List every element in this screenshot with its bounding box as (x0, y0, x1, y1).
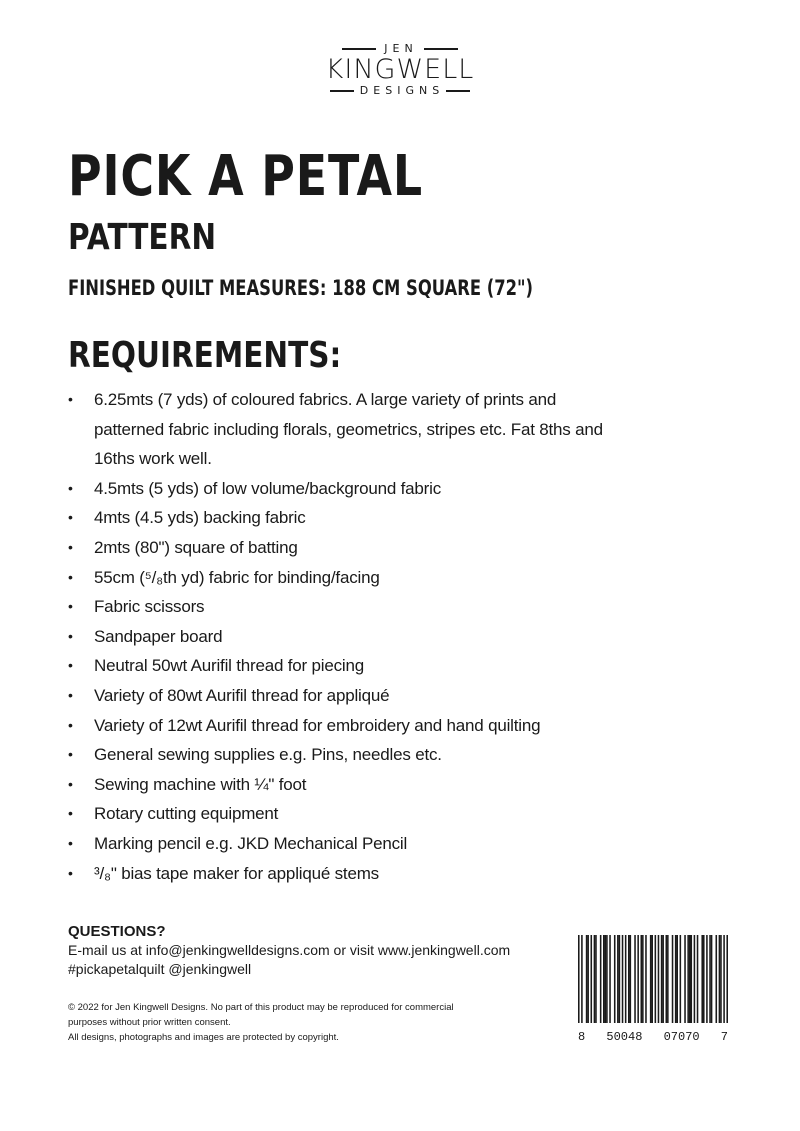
barcode-bar (691, 935, 693, 1023)
barcode (578, 935, 728, 1044)
barcode-bar (609, 935, 611, 1023)
requirement-text: Variety of 80wt Aurifil thread for appliqué (94, 685, 390, 705)
copyright-line: purposes without prior written consent. (68, 1017, 231, 1028)
requirement-text: 2mts (80") square of batting (94, 537, 298, 557)
logo-main-text: KINGWELL (325, 54, 475, 85)
barcode-bar (719, 935, 721, 1023)
barcode-bar (672, 935, 674, 1023)
questions-section (68, 922, 510, 979)
barcode-bar (587, 935, 589, 1023)
requirement-text: Sewing machine with ¼" foot (94, 774, 307, 794)
barcode-digit-group: 50048 (606, 1030, 643, 1044)
barcode-bar (617, 935, 619, 1023)
requirement-item (68, 651, 628, 681)
barcode-bar (655, 935, 657, 1023)
barcode-bar (578, 935, 580, 1023)
logo-rule-left (342, 48, 376, 50)
requirement-item (68, 799, 628, 829)
bullet-icon: • (68, 746, 73, 763)
barcode-bar (586, 935, 588, 1023)
barcode-bar (687, 935, 689, 1023)
barcode-bar (600, 935, 602, 1023)
barcode-bar (603, 935, 605, 1023)
barcode-digit-group: 8 (578, 1030, 586, 1044)
barcode-bar (641, 935, 643, 1023)
barcode-bar (706, 935, 708, 1023)
bullet-icon: • (68, 627, 73, 644)
requirement-item (68, 385, 628, 474)
requirement-text: 4.5mts (5 yds) of low volume/background fabric (94, 478, 442, 498)
logo-rule-right (424, 48, 458, 50)
barcode-bar (709, 935, 711, 1023)
requirement-text: 6.25mts (7 yds) of coloured fabrics. A large variety of prints and patterned fabric including florals, geometrics, stripes etc. Fat 8ths and 16ths work well. (94, 390, 603, 469)
barcode-digits (578, 1030, 728, 1044)
requirement-item (68, 622, 628, 652)
social-tags: #pickapetalquilt @jenkingwell (68, 961, 252, 977)
barcode-bar (667, 935, 669, 1023)
barcode-bar (642, 935, 644, 1023)
requirement-item (68, 563, 628, 593)
barcode-bar (628, 935, 630, 1023)
contact-text: E-mail us at info@jenkingwelldesigns.com or visit www.jenkingwell.com (68, 942, 511, 958)
bullet-icon: • (68, 479, 73, 496)
requirement-text: Sandpaper board (94, 626, 223, 646)
barcode-bar (723, 935, 725, 1023)
logo-rule-right-bottom (446, 90, 470, 92)
requirement-text: Fabric scissors (94, 597, 205, 617)
page-title: PICK A PETAL (68, 144, 423, 209)
requirement-item (68, 681, 628, 711)
barcode-bar (675, 935, 677, 1023)
barcode-bar (689, 935, 691, 1023)
barcode-bar (703, 935, 705, 1023)
barcode-bar (637, 935, 639, 1023)
requirement-item (68, 533, 628, 563)
barcode-bar (625, 935, 627, 1023)
barcode-bar (711, 935, 713, 1023)
requirement-text: 4mts (4.5 yds) backing fabric (94, 508, 306, 528)
barcode-bar (726, 935, 728, 1023)
bullet-icon: • (68, 538, 73, 555)
bullet-icon: • (68, 509, 73, 526)
requirement-item (68, 740, 628, 770)
requirement-text: ³/₈" bias tape maker for appliqué stems (94, 863, 379, 883)
requirement-item (68, 474, 628, 504)
questions-heading: QUESTIONS? (68, 923, 166, 940)
barcode-bar (595, 935, 597, 1023)
barcode-bar (645, 935, 647, 1023)
copyright-notice (68, 1000, 454, 1045)
bullet-icon: • (68, 657, 73, 674)
bullet-icon: • (68, 834, 73, 851)
requirement-item (68, 770, 628, 800)
requirement-item (68, 829, 628, 859)
barcode-bar (591, 935, 593, 1023)
bullet-icon: • (68, 391, 73, 407)
finished-size: FINISHED QUILT MEASURES: 188 CM SQUARE (72") (68, 276, 534, 300)
requirement-item (68, 592, 628, 622)
brand-logo (0, 43, 800, 97)
barcode-bar (680, 935, 682, 1023)
barcode-bar (594, 935, 596, 1023)
requirement-item (68, 503, 628, 533)
requirements-heading: REQUIREMENTS: (68, 335, 342, 376)
requirement-text: Rotary cutting equipment (94, 804, 279, 824)
barcode-bar (630, 935, 632, 1023)
barcode-bar (697, 935, 699, 1023)
barcode-bar (634, 935, 636, 1023)
requirement-text: 55cm (⁵/₈th yd) fabric for binding/facing (94, 567, 380, 587)
requirement-text: Variety of 12wt Aurifil thread for embroidery and hand quilting (94, 715, 541, 735)
barcode-bar (716, 935, 718, 1023)
barcode-bar (606, 935, 608, 1023)
barcode-bar (651, 935, 653, 1023)
bullet-icon: • (68, 686, 73, 703)
bullet-icon: • (68, 775, 73, 792)
barcode-bar (661, 935, 663, 1023)
bullet-icon: • (68, 568, 73, 585)
barcode-bar (666, 935, 668, 1023)
barcode-bar (701, 935, 703, 1023)
bullet-icon: • (68, 716, 73, 733)
barcode-digit-group: 7 (720, 1030, 728, 1044)
requirement-text: Marking pencil e.g. JKD Mechanical Pencil (94, 833, 408, 853)
barcode-bar (622, 935, 624, 1023)
logo-bottom-text: DESIGNS (359, 84, 445, 97)
copyright-line: © 2022 for Jen Kingwell Designs. No part of this product may be reproduced for commercial (68, 1002, 454, 1013)
bullet-icon: • (68, 598, 73, 615)
copyright-line: All designs, photographs and images are protected by copyright. (68, 1032, 339, 1043)
barcode-bar (684, 935, 686, 1023)
barcode-bar (605, 935, 607, 1023)
barcode-bar (650, 935, 652, 1023)
barcode-bar (658, 935, 660, 1023)
barcode-bar (676, 935, 678, 1023)
requirement-text: General sewing supplies e.g. Pins, needles etc. (94, 745, 442, 765)
logo-top-text: JEN (384, 42, 418, 55)
barcode-bars (578, 935, 728, 1023)
barcode-digit-group: 07070 (663, 1030, 700, 1044)
barcode-bar (662, 935, 664, 1023)
requirement-item (68, 711, 628, 741)
logo-rule-left-bottom (330, 90, 354, 92)
barcode-bar (720, 935, 722, 1023)
barcode-bar (694, 935, 696, 1023)
requirement-text: Neutral 50wt Aurifil thread for piecing (94, 656, 365, 676)
requirement-item (68, 859, 628, 889)
barcode-bar (614, 935, 616, 1023)
requirements-list (68, 385, 628, 888)
barcode-bar (619, 935, 621, 1023)
barcode-bar (581, 935, 583, 1023)
bullet-icon: • (68, 805, 73, 822)
page-subtitle: PATTERN (68, 217, 217, 258)
bullet-icon: • (68, 864, 73, 881)
